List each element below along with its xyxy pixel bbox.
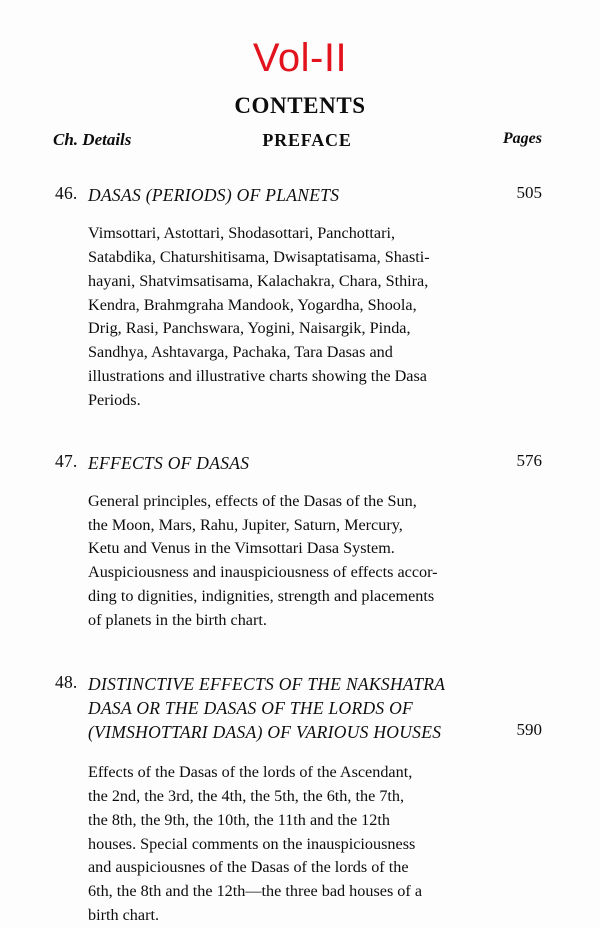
chapter-title-line: EFFECTS OF DASAS	[88, 452, 250, 473]
toc-entry[interactable]	[40, 183, 560, 413]
chapter-title	[88, 672, 494, 744]
volume-title: Vol-II	[252, 36, 348, 80]
description-line: 6th, the 8th and the 12th—the three bad houses of a	[88, 882, 423, 901]
toc-entry-heading[interactable]	[40, 183, 560, 207]
description-line: hayani, Shatvimsatisama, Kalachakra, Chara, Sthira,	[88, 271, 429, 290]
page-number: 505	[516, 183, 542, 202]
chapter-description	[88, 490, 540, 633]
chapter-title-line: DASA OR THE DASAS OF THE LORDS OF	[88, 697, 414, 718]
description-line: Drig, Rasi, Panchswara, Yogini, Naisargik, Pinda,	[88, 319, 411, 338]
chapter-number: 48.	[55, 671, 78, 692]
chapter-title-line: (VIMSHOTTARI DASA) OF VARIOUS HOUSES	[88, 721, 442, 742]
description-line: Auspiciousness and inauspiciousness of effects accor-	[88, 563, 438, 582]
chapter-number: 47.	[55, 450, 78, 471]
description-line: birth chart.	[88, 905, 160, 924]
description-line: illustrations and illustrative charts showing the Dasa	[88, 367, 427, 386]
description-line: Satabdika, Chaturshitisama, Dwisaptatisama, Shasti-	[88, 247, 430, 266]
description-line: ding to dignities, indignities, strength and placements	[88, 587, 435, 606]
toc-entry-heading[interactable]	[40, 451, 560, 475]
ch-details-label: Ch. Details	[53, 130, 132, 149]
description-line: General principles, effects of the Dasas of the Sun,	[88, 491, 417, 510]
page-number: 590	[516, 719, 542, 739]
description-line: Periods.	[88, 390, 141, 409]
chapter-title	[88, 451, 494, 475]
contents-heading: CONTENTS	[234, 93, 366, 118]
toc-entry[interactable]	[40, 672, 560, 928]
toc-entry[interactable]	[40, 451, 560, 633]
description-line: the 2nd, the 3rd, the 4th, the 5th, the 6th, the 7th,	[88, 786, 405, 805]
column-headers	[40, 130, 560, 154]
description-line: the Moon, Mars, Rahu, Jupiter, Saturn, Mercury,	[88, 515, 403, 534]
toc-entry-heading[interactable]	[40, 672, 560, 744]
chapter-number: 46.	[55, 183, 78, 203]
description-line: and auspiciousnes of the Dasas of the lords of the	[88, 858, 409, 877]
description-line: Vimsottari, Astottari, Shodasottari, Panchottari,	[88, 224, 395, 243]
preface-heading: PREFACE	[262, 130, 352, 150]
chapter-title-line: DISTINCTIVE EFFECTS OF THE NAKSHATRA	[88, 673, 446, 694]
description-line: Effects of the Dasas of the lords of the Ascendant,	[88, 763, 413, 782]
description-line: Ketu and Venus in the Vimsottari Dasa System.	[88, 539, 395, 558]
description-line: of planets in the birth chart.	[88, 610, 267, 629]
description-line: Kendra, Brahmgraha Mandook, Yogardha, Shoola,	[88, 295, 417, 314]
chapter-description	[88, 222, 540, 413]
description-line: houses. Special comments on the inauspiciousness	[88, 834, 416, 853]
chapter-title	[88, 183, 494, 207]
pages-label: Pages	[502, 130, 542, 147]
chapter-title-line: DASAS (PERIODS) OF PLANETS	[88, 185, 340, 205]
chapter-description	[88, 761, 540, 928]
description-line: Sandhya, Ashtavarga, Pachaka, Tara Dasas and	[88, 343, 393, 362]
description-line: the 8th, the 9th, the 10th, the 11th and the 12th	[88, 810, 390, 829]
page-number: 576	[516, 450, 542, 470]
